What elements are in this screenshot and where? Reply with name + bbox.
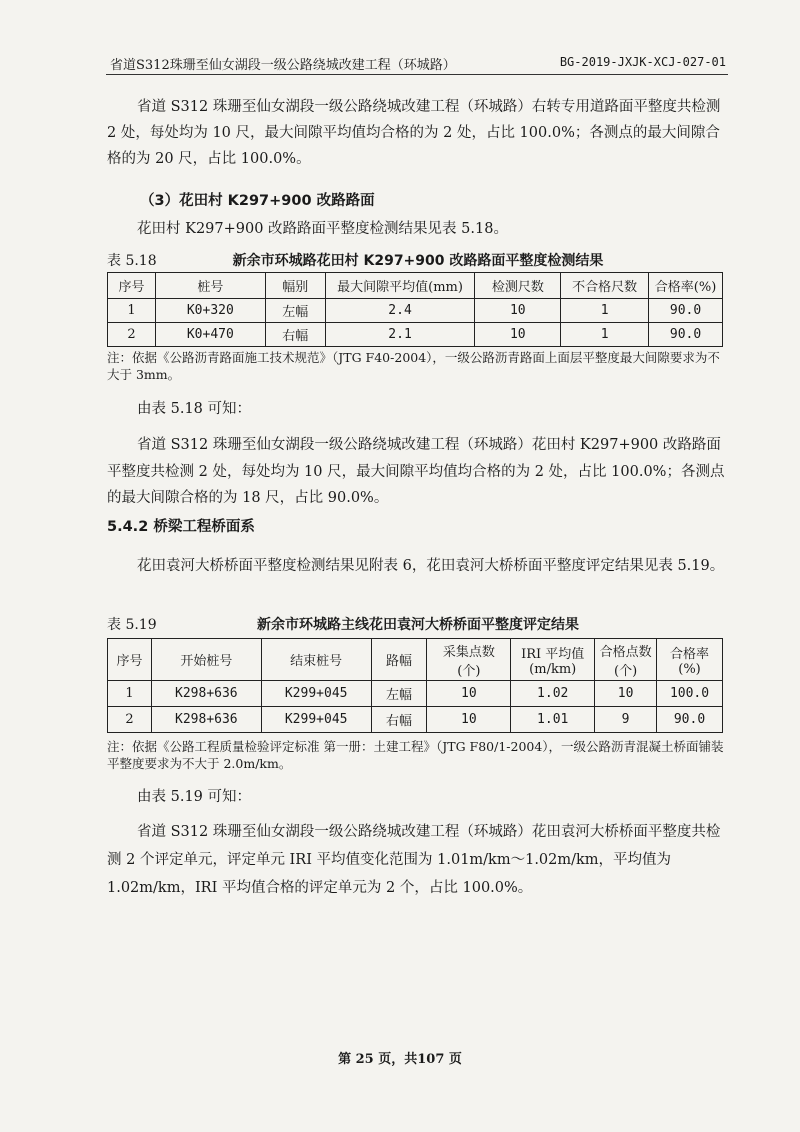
table-5-18 bbox=[107, 272, 723, 347]
table-row bbox=[108, 299, 723, 323]
header-line: 采集点数 bbox=[442, 644, 495, 660]
header-line: 合格率 bbox=[670, 646, 710, 662]
table-cell: 100.0 bbox=[657, 681, 723, 707]
table-header-cell bbox=[657, 639, 723, 681]
table-cell: 10 bbox=[427, 707, 511, 733]
header-title: 省道S312珠珊至仙女湖段一级公路绕城改建工程（环城路） bbox=[110, 58, 456, 73]
header-line: (m/km) bbox=[529, 661, 577, 677]
table-cell: 1 bbox=[108, 299, 156, 323]
table-cell: 右幅 bbox=[265, 323, 325, 347]
table-cell: 1 bbox=[108, 681, 152, 707]
paragraph-2: 花田村 K297+900 改路路面平整度检测结果见表 5.18。 bbox=[137, 221, 508, 237]
table-5-19-note: 注：依据《公路工程质量检验评定标准 第一册：土建工程》（JTG F80/1-2004），一级公路沥青混凝土桥面铺装平整度要求为不大于 2.0m/km。 bbox=[107, 739, 724, 771]
table-cell: 2.1 bbox=[325, 323, 475, 347]
table-header-cell: 最大间隙平均值(mm) bbox=[325, 273, 475, 299]
table-5-18-label: 表 5.18 bbox=[107, 253, 157, 269]
header-line: (个) bbox=[457, 663, 481, 679]
table-5-18-title: 新余市环城路花田村 K297+900 改路路面平整度检测结果 bbox=[232, 253, 604, 269]
table-cell: 左幅 bbox=[371, 681, 427, 707]
table-row bbox=[108, 681, 723, 707]
table-cell: 10 bbox=[475, 323, 561, 347]
table-cell: 左幅 bbox=[265, 299, 325, 323]
paragraph-3: 由表 5.18 可知： bbox=[137, 401, 252, 417]
header-doc-code: BG-2019-JXJK-XCJ-027-01 bbox=[559, 55, 726, 69]
table-header-cell: 合格率(%) bbox=[649, 273, 723, 299]
table-cell: 1 bbox=[561, 299, 649, 323]
table-5-19-title: 新余市环城路主线花田袁河大桥桥面平整度评定结果 bbox=[257, 617, 579, 633]
header-line: (%) bbox=[678, 661, 701, 677]
table-cell: 1 bbox=[561, 323, 649, 347]
table-cell: 10 bbox=[595, 681, 657, 707]
table-header-cell: 序号 bbox=[108, 639, 152, 681]
table-header-cell: 路幅 bbox=[371, 639, 427, 681]
table-header-cell: 结束桩号 bbox=[261, 639, 371, 681]
table-header-cell: 桩号 bbox=[155, 273, 265, 299]
header-line: 合格点数 bbox=[599, 644, 652, 660]
table-header-cell: 不合格尺数 bbox=[561, 273, 649, 299]
table-cell: 9 bbox=[595, 707, 657, 733]
table-row bbox=[108, 323, 723, 347]
table-cell: 右幅 bbox=[371, 707, 427, 733]
table-header-row bbox=[108, 639, 723, 681]
table-cell: K0+320 bbox=[155, 299, 265, 323]
table-cell: 90.0 bbox=[649, 323, 723, 347]
table-cell: K299+045 bbox=[261, 707, 371, 733]
paragraph-1: 省道 S312 珠珊至仙女湖段一级公路绕城改建工程（环城路）右转专用道路面平整度共检测 2 处，每处均为 10 尺，最大间隙平均值均合格的为 2 处，占比 100.0%；各测点的最大间隙合格的为 20 尺，占比 100.0%。 bbox=[107, 99, 721, 167]
table-header-cell: 检测尺数 bbox=[475, 273, 561, 299]
table-cell: 2 bbox=[108, 323, 156, 347]
paragraph-6: 由表 5.19 可知： bbox=[137, 789, 252, 805]
table-5-19-caption bbox=[107, 614, 729, 636]
table-cell: 10 bbox=[475, 299, 561, 323]
table-5-18-note: 注：依据《公路沥青路面施工技术规范》（JTG F40-2004），一级公路沥青路面上面层平整度最大间隙要求为不大于 3mm。 bbox=[107, 350, 720, 382]
table-cell: 2 bbox=[108, 707, 152, 733]
table-header-cell bbox=[427, 639, 511, 681]
table-header-cell: 序号 bbox=[108, 273, 156, 299]
table-header-cell bbox=[595, 639, 657, 681]
table-cell: 2.4 bbox=[325, 299, 475, 323]
heading-huatian-road: （3）花田村 K297+900 改路路面 bbox=[140, 193, 375, 209]
table-cell: K299+045 bbox=[261, 681, 371, 707]
table-cell: 90.0 bbox=[649, 299, 723, 323]
table-cell: K298+636 bbox=[151, 681, 261, 707]
table-cell: 1.01 bbox=[511, 707, 595, 733]
paragraph-7: 省道 S312 珠珊至仙女湖段一级公路绕城改建工程（环城路）花田袁河大桥桥面平整度共检测 2 个评定单元，评定单元 IRI 平均值变化范围为 1.01m/km～1.02m/km，平均值为 1.02m/km，IRI 平均值合格的评定单元为 2 个，占比 100.0%。 bbox=[107, 824, 721, 896]
table-header-cell: 幅别 bbox=[265, 273, 325, 299]
table-header-cell: 开始桩号 bbox=[151, 639, 261, 681]
page-number-footer: 第 25 页，共107 页 bbox=[338, 1052, 462, 1067]
page-header bbox=[106, 52, 728, 75]
table-5-18-caption bbox=[107, 250, 729, 272]
table-header-row bbox=[108, 273, 723, 299]
header-line: (个) bbox=[614, 663, 638, 679]
table-5-19 bbox=[107, 638, 723, 733]
heading-5-4-2: 5.4.2 桥梁工程桥面系 bbox=[107, 519, 255, 535]
table-cell: K298+636 bbox=[151, 707, 261, 733]
table-5-19-label: 表 5.19 bbox=[107, 617, 157, 633]
paragraph-5: 花田袁河大桥桥面平整度检测结果见附表 6，花田袁河大桥桥面平整度评定结果见表 5.19。 bbox=[137, 558, 725, 574]
table-cell: 10 bbox=[427, 681, 511, 707]
header-line: IRI 平均值 bbox=[521, 646, 585, 662]
table-cell: K0+470 bbox=[155, 323, 265, 347]
table-row bbox=[108, 707, 723, 733]
paragraph-4: 省道 S312 珠珊至仙女湖段一级公路绕城改建工程（环城路）花田村 K297+900 改路路面平整度共检测 2 处，每处均为 10 尺，最大间隙平均值均合格的为 2 处，占比 100.0%；各测点的最大间隙合格的为 18 尺，占比 90.0%。 bbox=[107, 437, 725, 506]
table-cell: 1.02 bbox=[511, 681, 595, 707]
table-cell: 90.0 bbox=[657, 707, 723, 733]
table-header-cell bbox=[511, 639, 595, 681]
